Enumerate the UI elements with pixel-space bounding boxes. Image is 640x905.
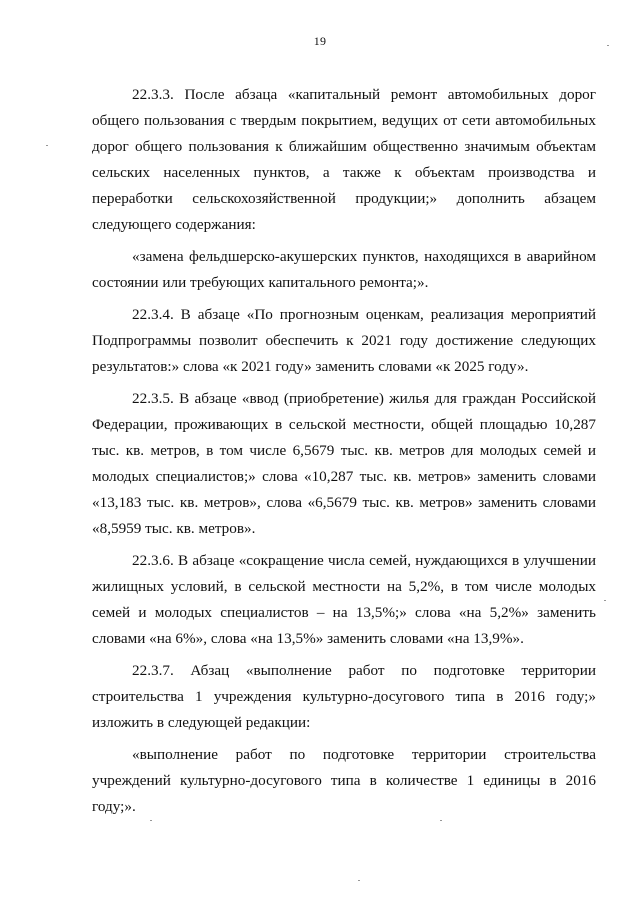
scan-speck: [358, 880, 360, 881]
paragraph-22-3-4: 22.3.4. В абзаце «По прогнозным оценкам, реализация мероприятий Подпрограммы позволит обеспечить к 2021 году достижение следующих результатов:» слова «к 2021 году» заменить словами «к 2025 году».: [92, 306, 596, 375]
paragraph-inserted-text-2: «выполнение работ по подготовке территории строительства учреждений культурно-досугового типа в количестве 1 единицы в 2016 году;».: [92, 746, 596, 815]
paragraph-inserted-text-1: «замена фельдшерско-акушерских пунктов, находящихся в аварийном состоянии или требующих капитального ремонта;».: [92, 248, 596, 291]
scan-speck: [440, 820, 442, 821]
paragraph-22-3-3: 22.3.3. После абзаца «капитальный ремонт автомобильных дорог общего пользования с твердым покрытием, ведущих от сети автомобильных дорог общего пользования к ближайшим общественно значимым объектам сельских населенных пунктов, а также к объектам производства и переработки сельскохозяйственной продукции;» дополнить абзацем следующего содержания:: [92, 86, 596, 233]
scan-speck: [46, 145, 48, 146]
paragraph-22-3-6: 22.3.6. В абзаце «сокращение числа семей, нуждающихся в улучшении жилищных условий, в сельской местности на 5,2%, в том числе молодых семей и молодых специалистов – на 13,5%;» слова «на 5,2%» заменить словами «на 6%», слова «на 13,5%» заменить словами «на 13,9%».: [92, 552, 596, 647]
page-number: 19: [313, 34, 327, 48]
scan-speck: [604, 600, 606, 601]
paragraph-22-3-7: 22.3.7. Абзац «выполнение работ по подготовке территории строительства 1 учреждения культурно-досугового типа в 2016 году;» изложить в следующей редакции:: [92, 662, 596, 731]
document-body: [92, 82, 596, 820]
scan-speck: [150, 820, 152, 821]
scan-speck: [607, 45, 609, 46]
paragraph-22-3-5: 22.3.5. В абзаце «ввод (приобретение) жилья для граждан Российской Федерации, проживающих в сельской местности, общей площадью 10,287 тыс. кв. метров, в том числе 6,5679 тыс. кв. метров для молодых семей и молодых специалистов;» слова «10,287 тыс. кв. метров» заменить словами «13,183 тыс. кв. метров», слова «6,5679 тыс. кв. метров» заменить словами «8,5959 тыс. кв. метров».: [92, 390, 596, 537]
